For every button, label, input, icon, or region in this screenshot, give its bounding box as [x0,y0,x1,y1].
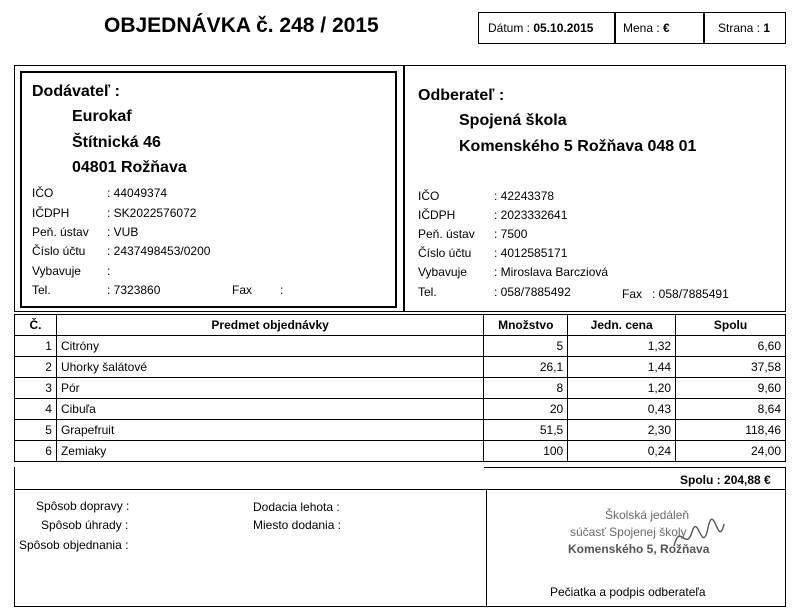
date-label: Dátum : [488,21,531,35]
date-value: 05.10.2015 [533,21,594,35]
supplier-field-label: Vybavuje [32,264,81,278]
header-total: Spolu [676,315,786,336]
delivery-term-label: Dodacia lehota : [253,500,340,514]
customer-field-value: : 4012585171 [494,246,568,260]
row-total: 37,58 [676,357,786,378]
row-price: 1,44 [568,357,676,378]
table-row [15,399,786,420]
supplier-field-value: : VUB [107,225,139,239]
row-price: 0,43 [568,399,676,420]
row-item: Uhorky šalátové [56,357,483,378]
supplier-field-label: IČDPH [32,206,70,220]
row-price: 0,24 [568,441,676,462]
customer-field-label: Peň. ústav [418,227,475,241]
date-field [488,21,593,35]
page-value: 1 [763,21,771,35]
table-header-row [15,315,786,336]
row-total: 8,64 [676,399,786,420]
currency-label: Mena : [623,21,660,35]
stamp-line: súčasť Spojenej školy [570,525,687,539]
row-total: 118,46 [676,420,786,441]
total-value: 204,88 € [724,473,771,487]
header-item: Predmet objednávky [56,315,483,336]
total-row [680,473,771,487]
customer-field-value: : 7500 [494,227,528,241]
supplier-field-value: : 2437498453/0200 [107,244,211,258]
row-no: 5 [15,420,57,441]
footer-divider [486,489,487,607]
signature-icon [668,512,728,562]
total-label: Spolu : [680,473,721,487]
stamp-line: Komenského 5, Rožňava [568,542,710,556]
customer-name: Spojená škola [459,112,567,129]
supplier-fax-value: : [280,283,284,297]
row-item: Grapefruit [56,420,483,441]
table-row [15,378,786,399]
currency-field [623,21,670,35]
row-price: 1,32 [568,336,676,357]
total-divider-top [484,467,786,468]
supplier-field-label: Peň. ústav [32,225,89,239]
row-price: 2,30 [568,420,676,441]
supplier-field-value: : 7323860 [107,283,161,297]
row-no: 1 [15,336,57,357]
table-row [15,357,786,378]
supplier-city: 04801 Rožňava [72,159,187,176]
supplier-field-label: Číslo účtu [32,244,86,258]
customer-field-value: : 2023332641 [494,208,568,222]
table-spacer-border [14,467,786,489]
row-item: Citróny [56,336,483,357]
row-qty: 51,5 [484,420,568,441]
supplier-field-value: : SK2022576072 [107,206,197,220]
row-qty: 20 [484,399,568,420]
customer-field-value: : 42243378 [494,189,555,203]
supplier-field-value: : 44049374 [107,186,168,200]
row-item: Zemiaky [56,441,483,462]
delivery-place-label: Miesto dodania : [253,518,342,532]
supplier-field-label: Tel. [32,283,51,297]
header-divider-2 [703,12,705,44]
row-no: 4 [15,399,57,420]
customer-field-label: IČDPH [418,208,456,222]
customer-fax-value: : 058/7885491 [652,287,729,301]
supplier-heading: Dodávateľ : [32,83,120,100]
supplier-field-value: : [107,264,111,278]
supplier-field-label: IČO [32,186,54,200]
document-title: OBJEDNÁVKA č. 248 / 2015 [104,14,379,37]
supplier-name: Eurokaf [72,108,132,125]
order-method-label: Spôsob objednania : [19,538,129,552]
items-table [14,314,786,462]
row-total: 24,00 [676,441,786,462]
customer-address: Komenského 5 Rožňava 048 01 [459,138,697,155]
header-divider-1 [614,12,616,44]
currency-value: € [663,21,670,35]
row-qty: 5 [484,336,568,357]
row-no: 6 [15,441,57,462]
page-label: Strana : [718,21,761,35]
row-qty: 26,1 [484,357,568,378]
table-row [15,441,786,462]
signature-label: Pečiatka a podpis odberateľa [550,585,706,599]
row-total: 9,60 [676,378,786,399]
supplier-street: Štítnická 46 [72,134,161,151]
table-row [15,336,786,357]
transport-label: Spôsob dopravy : [36,499,130,513]
header-no: Č. [15,315,57,336]
supplier-fax-label: Fax [232,283,253,297]
parties-divider [403,65,405,312]
payment-label: Spôsob úhrady : [41,518,129,532]
row-price: 1,20 [568,378,676,399]
customer-field-value: : 058/7885492 [494,285,571,299]
customer-heading: Odberateľ : [418,87,505,104]
customer-field-label: Tel. [418,285,437,299]
customer-field-label: Číslo účtu [418,246,472,260]
row-total: 6,60 [676,336,786,357]
row-qty: 100 [484,441,568,462]
table-row [15,420,786,441]
customer-field-label: IČO [418,189,440,203]
header-price: Jedn. cena [568,315,676,336]
customer-fax-label: Fax [622,287,643,301]
customer-field-value: : Miroslava Barcziová [494,265,609,279]
row-item: Pór [56,378,483,399]
header-qty: Množstvo [484,315,568,336]
row-qty: 8 [484,378,568,399]
row-no: 2 [15,357,57,378]
customer-field-label: Vybavuje [418,265,467,279]
row-item: Cibuľa [56,399,483,420]
stamp-line: Školská jedáleň [605,508,690,522]
row-no: 3 [15,378,57,399]
page-field [718,21,770,35]
